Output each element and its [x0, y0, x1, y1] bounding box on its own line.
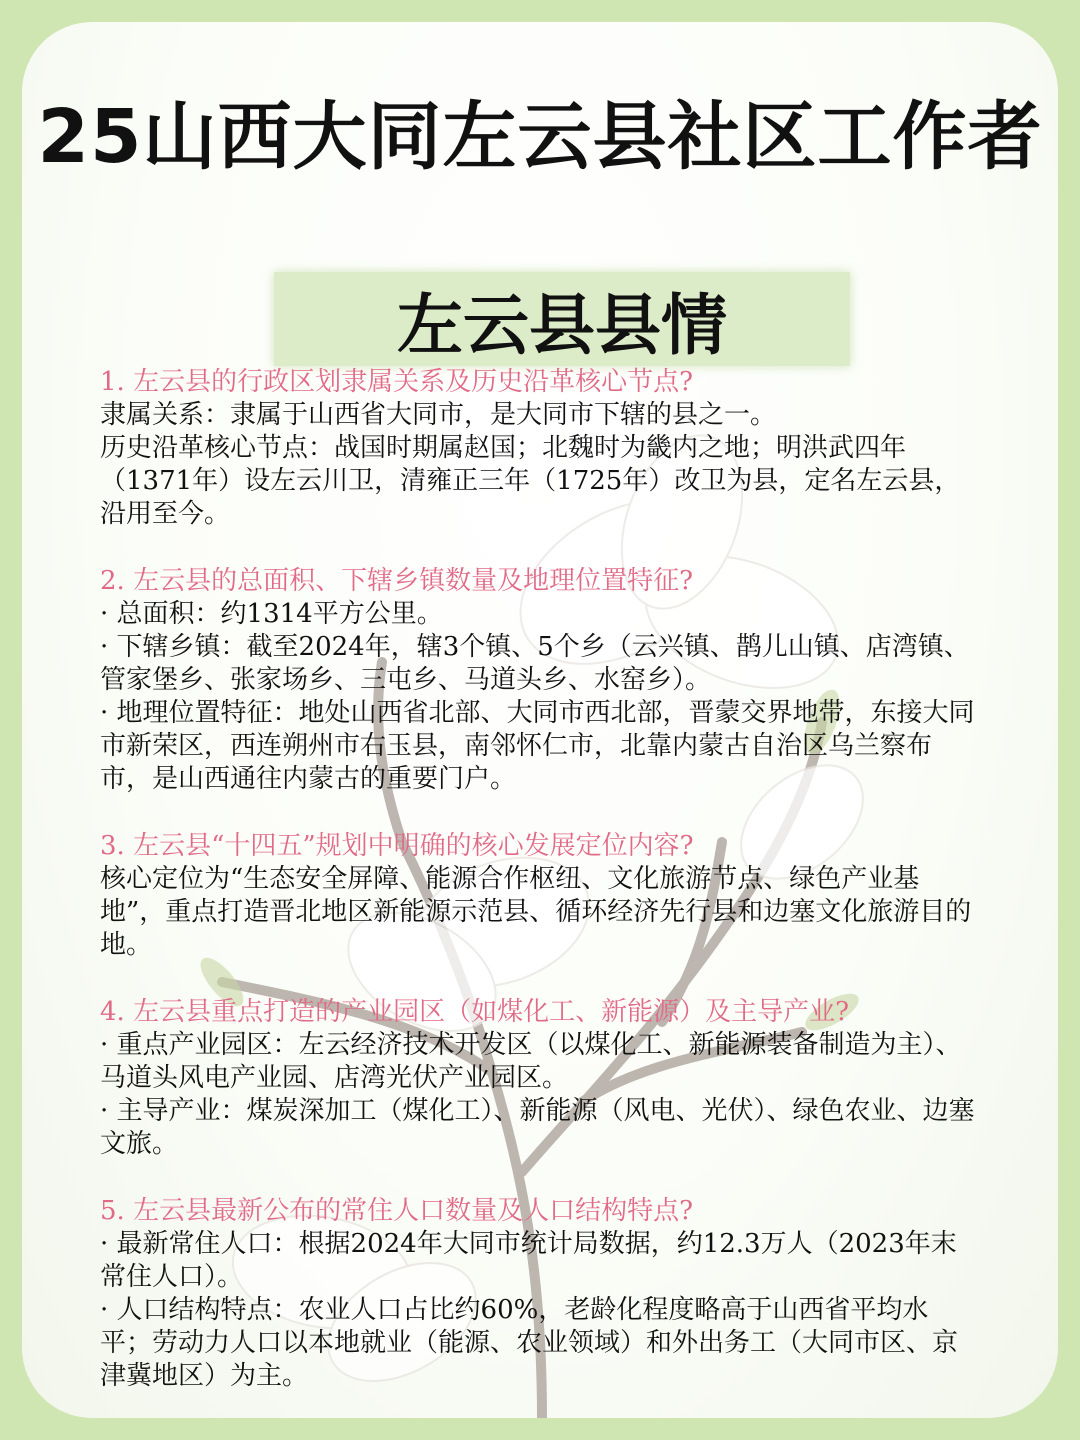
- answer-2-1: · 总面积：约1314平方公里。: [100, 599, 443, 629]
- section-3: [100, 830, 980, 962]
- section-4: [100, 996, 980, 1161]
- answer-4-1: · 重点产业园区：左云经济技术开发区（以煤化工、新能源装备制造为主）、马道头风电产业园、店湾光伏产业园区。: [100, 1030, 962, 1093]
- question-2: 2. 左云县的总面积、下辖乡镇数量及地理位置特征?: [100, 566, 694, 596]
- content: [100, 366, 980, 1427]
- answer-5-2: · 人口结构特点：农业人口占比约60%，老龄化程度略高于山西省平均水平；劳动力人口以本地就业（能源、农业领域）和外出务工（大同市区、京津冀地区）为主。: [100, 1295, 959, 1391]
- answer-5-1: · 最新常住人口：根据2024年大同市统计局数据，约12.3万人（2023年末常住人口）。: [100, 1229, 957, 1292]
- answer-1-1: 隶属关系：隶属于山西省大同市，是大同市下辖的县之一。: [100, 400, 777, 430]
- question-4: 4. 左云县重点打造的产业园区（如煤化工、新能源）及主导产业?: [100, 997, 850, 1027]
- answer-1-2: 历史沿革核心节点：战国时期属赵国；北魏时为畿内之地；明洪武四年（1371年）设左云川卫，清雍正三年（1725年）改卫为县，定名左云县，沿用至今。: [100, 433, 961, 529]
- subtitle-box: [274, 272, 850, 366]
- section-1: [100, 366, 980, 531]
- section-2: [100, 565, 980, 796]
- page-title: 25山西大同左云县社区工作者: [37, 94, 1043, 180]
- answer-2-2: · 下辖乡镇：截至2024年，辖3个镇、5个乡（云兴镇、鹊儿山镇、店湾镇、管家堡乡、张家场乡、三屯乡、马道头乡、水窑乡）。: [100, 632, 970, 695]
- question-5: 5. 左云县最新公布的常住人口数量及人口结构特点?: [100, 1196, 694, 1226]
- question-3: 3. 左云县“十四五”规划中明确的核心发展定位内容?: [100, 831, 694, 861]
- answer-2-3: · 地理位置特征：地处山西省北部、大同市西北部，晋蒙交界地带，东接大同市新荣区，西连朔州市右玉县，南邻怀仁市，北靠内蒙古自治区乌兰察布市，是山西通往内蒙古的重要门户。: [100, 698, 975, 794]
- answer-4-2: · 主导产业：煤炭深加工（煤化工）、新能源（风电、光伏）、绿色农业、边塞文旅。: [100, 1096, 975, 1159]
- question-1: 1. 左云县的行政区划隶属关系及历史沿革核心节点?: [100, 367, 694, 397]
- answer-3-1: 核心定位为“生态安全屏障、能源合作枢纽、文化旅游节点、绿色产业基地”，重点打造晋北地区新能源示范县、循环经济先行县和边塞文化旅游目的地。: [100, 864, 972, 960]
- page-subtitle: 左云县县情: [397, 286, 727, 364]
- section-5: [100, 1195, 980, 1393]
